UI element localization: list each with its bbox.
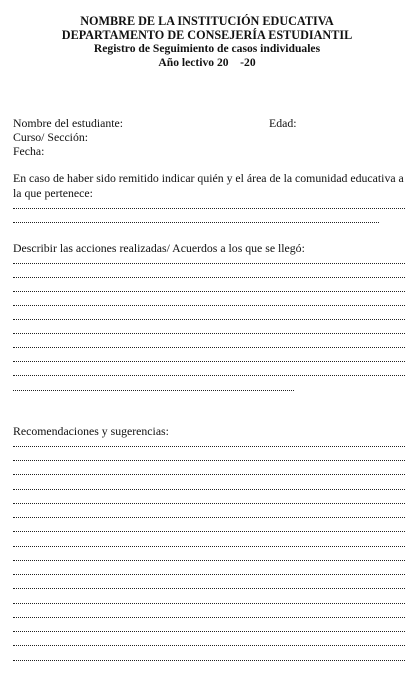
recommendations-answer-line[interactable]: [13, 489, 405, 490]
recommendations-answer-line[interactable]: [13, 603, 405, 604]
recommendations-answer-line[interactable]: [13, 660, 405, 661]
date-label: Fecha:: [13, 144, 45, 158]
age-label: Edad:: [269, 116, 297, 130]
institution-name: NOMBRE DE LA INSTITUCIÓN EDUCATIVA: [80, 14, 334, 28]
actions-answer-line[interactable]: [13, 263, 405, 264]
actions-answer-line[interactable]: [13, 375, 405, 376]
recommendations-answer-line[interactable]: [13, 460, 405, 461]
recommendations-answer-line[interactable]: [13, 517, 405, 518]
recommendations-answer-line[interactable]: [13, 474, 405, 475]
actions-answer-line[interactable]: [13, 361, 405, 362]
school-year: Año lectivo 20 -20: [158, 55, 256, 69]
department-name: DEPARTAMENTO DE CONSEJERÍA ESTUDIANTIL: [61, 27, 353, 42]
actions-prompt: Describir las acciones realizadas/ Acuerdos a los que se llegó:: [13, 241, 305, 255]
actions-answer-line[interactable]: [13, 319, 405, 320]
register-title: Registro de Seguimiento de casos individuales: [93, 42, 321, 56]
recommendations-answer-line[interactable]: [13, 631, 405, 632]
student-name-label: Nombre del estudiante:: [13, 116, 124, 130]
actions-answer-line[interactable]: [13, 291, 405, 292]
recommendations-answer-line[interactable]: [13, 588, 405, 589]
referral-answer-line[interactable]: [13, 222, 379, 223]
recommendations-answer-line[interactable]: [13, 617, 405, 618]
recommendations-answer-line[interactable]: [13, 546, 405, 547]
referral-answer-line[interactable]: [13, 208, 405, 209]
document-header: [0, 15, 414, 69]
actions-answer-line[interactable]: [13, 347, 405, 348]
actions-answer-line[interactable]: [13, 333, 405, 334]
recommendations-prompt: Recomendaciones y sugerencias:: [13, 424, 169, 438]
referral-prompt: En caso de haber sido remitido indicar quién y el área de la comunidad educativa a la que pertenece:: [13, 171, 404, 200]
recommendations-answer-line[interactable]: [13, 531, 405, 532]
actions-answer-line[interactable]: [13, 277, 405, 278]
recommendations-answer-line[interactable]: [13, 574, 405, 575]
recommendations-answer-line[interactable]: [13, 645, 405, 646]
recommendations-answer-line[interactable]: [13, 503, 405, 504]
recommendations-answer-line[interactable]: [13, 446, 405, 447]
actions-answer-line[interactable]: [13, 305, 405, 306]
actions-answer-line[interactable]: [13, 390, 294, 391]
recommendations-answer-line[interactable]: [13, 560, 405, 561]
course-section-label: Curso/ Sección:: [13, 130, 89, 144]
